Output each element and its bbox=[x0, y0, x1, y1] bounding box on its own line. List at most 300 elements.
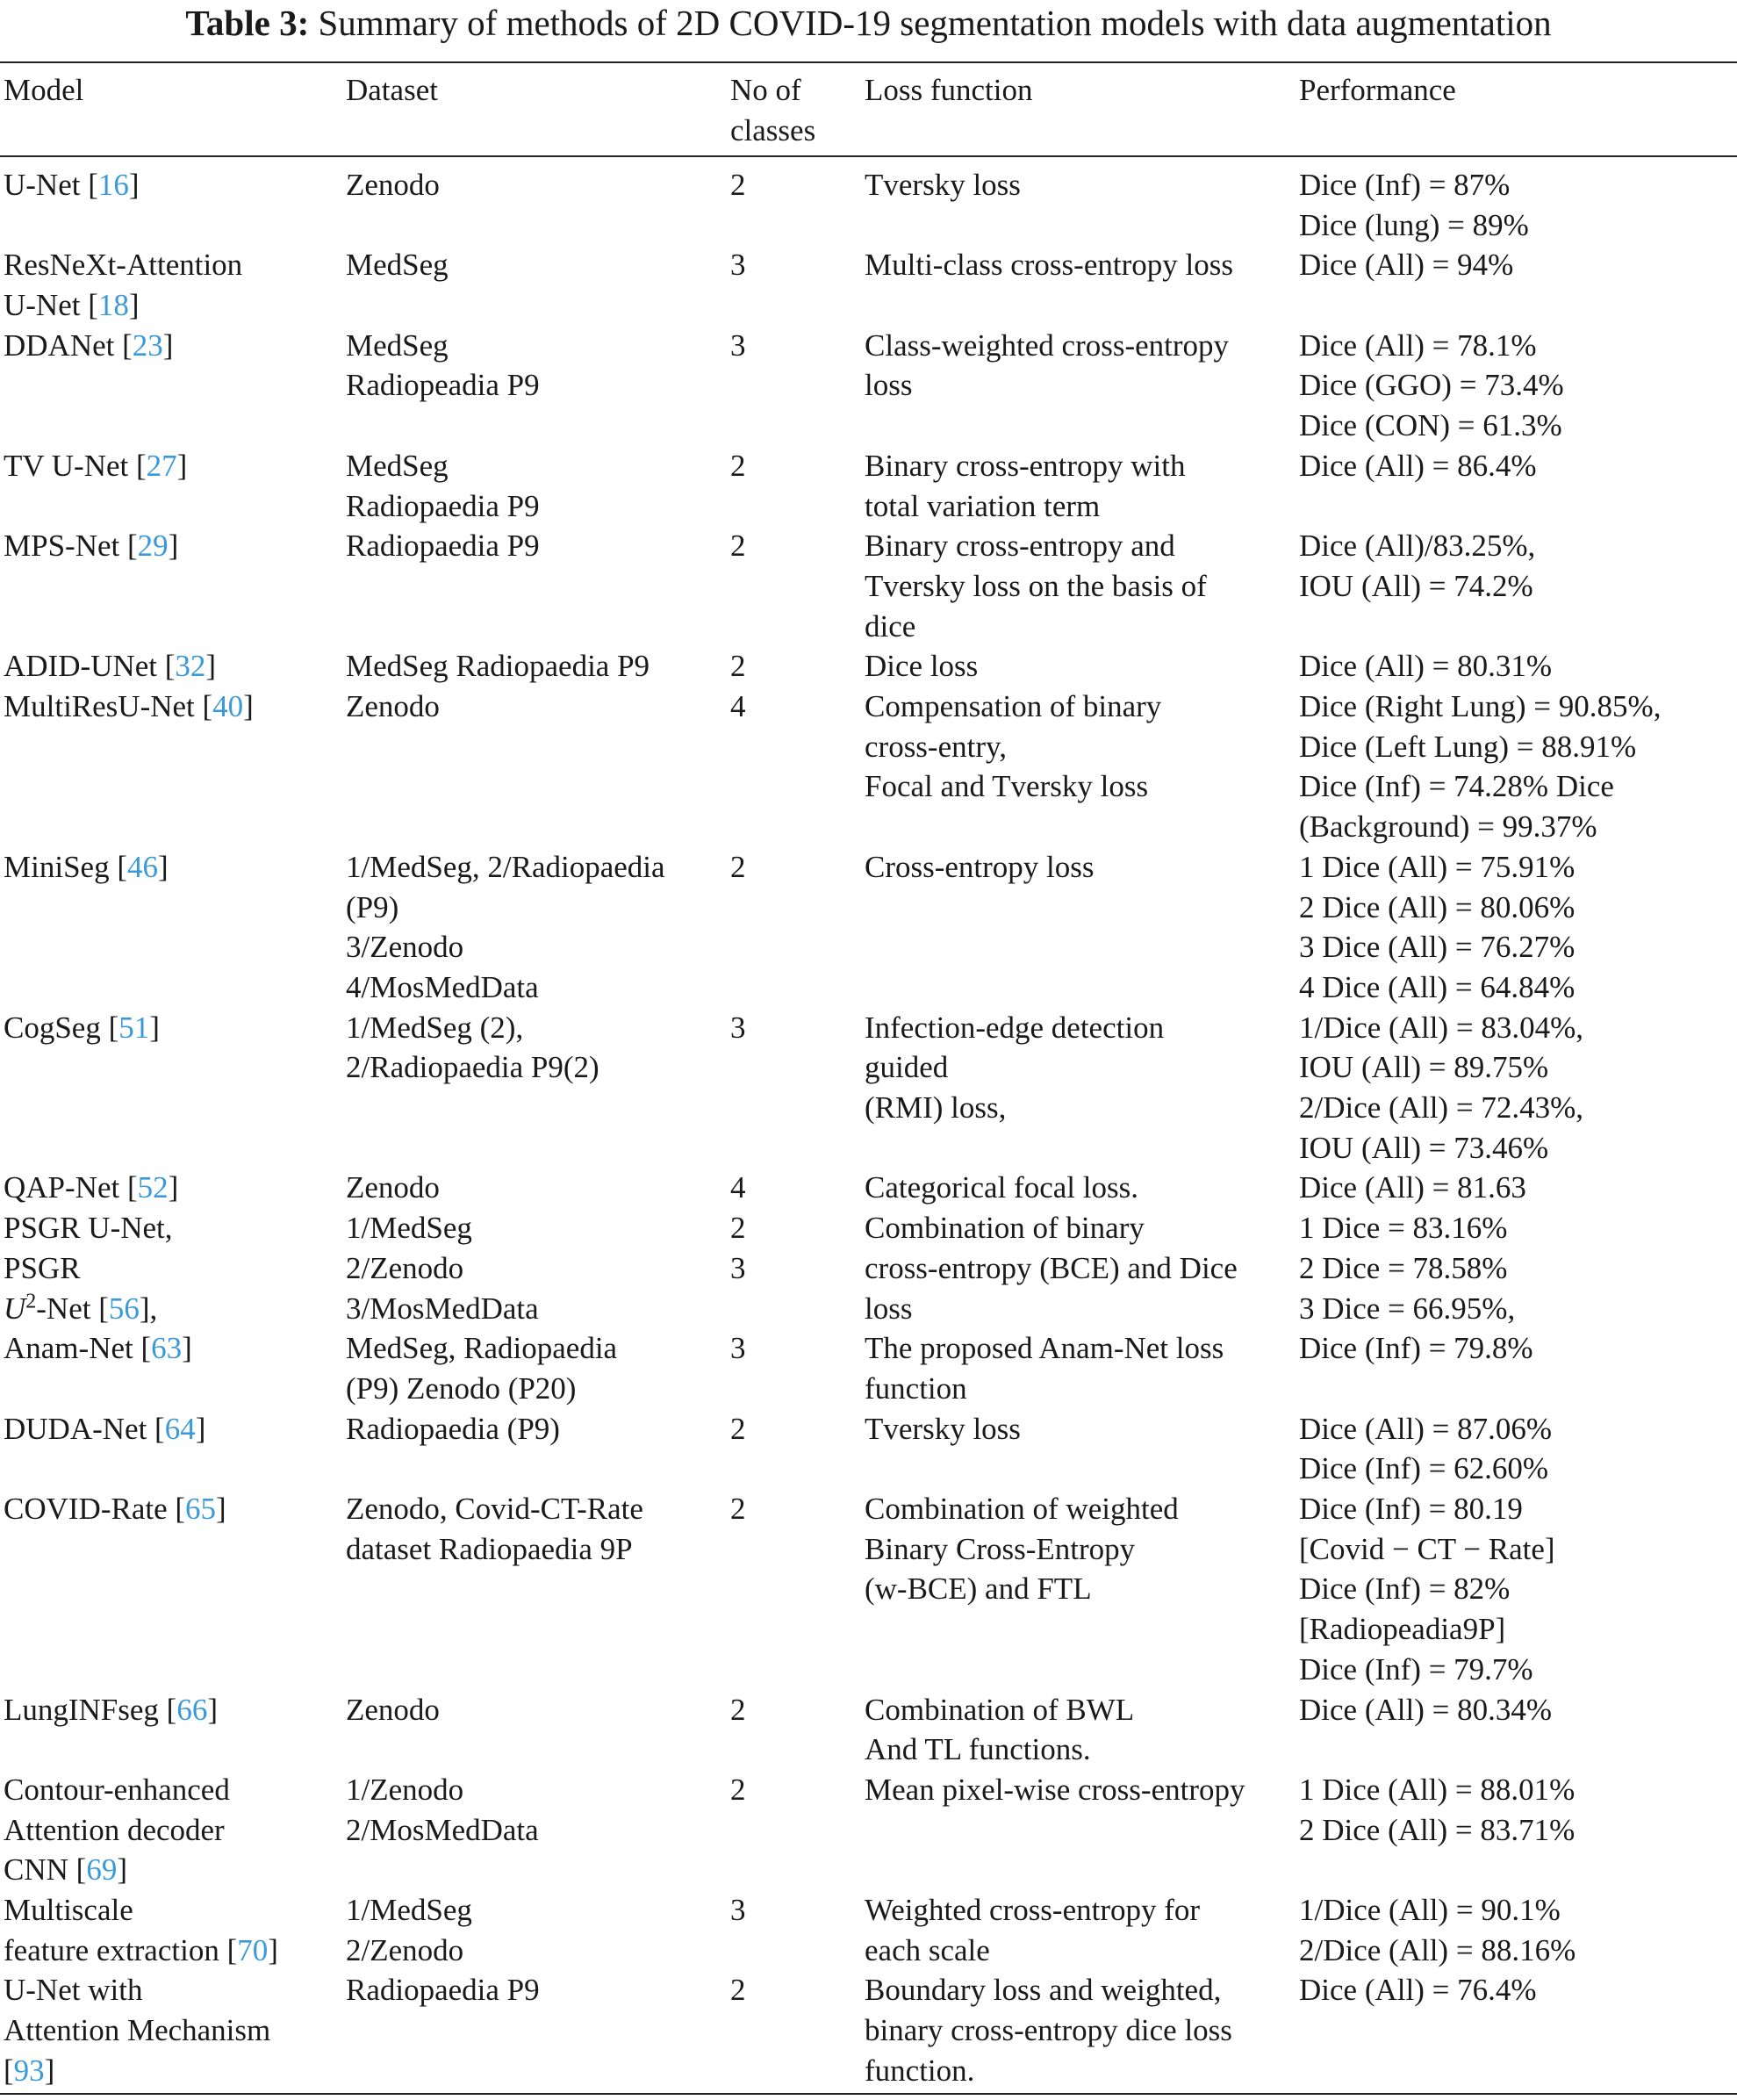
header-classes bbox=[730, 70, 815, 150]
classes-line: 2 bbox=[730, 1492, 746, 1526]
citation-link[interactable]: 66 bbox=[176, 1692, 208, 1727]
model-line bbox=[4, 326, 173, 366]
dataset-line: Zenodo bbox=[346, 168, 440, 202]
loss-line: Boundary loss and weighted, bbox=[865, 1973, 1222, 2008]
cell-dataset bbox=[346, 1208, 539, 1328]
performance-line: IOU (All) = 73.46% bbox=[1299, 1130, 1549, 1165]
cell-classes bbox=[730, 526, 746, 566]
performance-line: Dice (All) = 76.4% bbox=[1299, 1973, 1537, 2008]
dataset-line: MedSeg bbox=[346, 327, 449, 363]
model-text: ] bbox=[205, 649, 217, 684]
dataset-line: 3/MosMedData bbox=[346, 1291, 539, 1326]
model-text: CNN [ bbox=[4, 1852, 87, 1888]
loss-line: Combination of weighted bbox=[865, 1492, 1179, 1526]
model-line bbox=[4, 446, 187, 486]
model-text: ] bbox=[162, 327, 174, 363]
table-caption bbox=[0, 2, 1737, 44]
cell-loss bbox=[865, 1328, 1224, 1408]
loss-line: Focal and Tversky loss bbox=[865, 769, 1149, 804]
citation-link[interactable]: 70 bbox=[237, 1932, 269, 1967]
cell-classes bbox=[730, 1890, 746, 1931]
cell-model bbox=[4, 1208, 173, 1328]
cell-performance bbox=[1299, 1890, 1576, 1970]
table-row bbox=[0, 687, 1737, 847]
table-row bbox=[0, 165, 1737, 245]
dataset-line: Radiopaedia (P9) bbox=[346, 1411, 560, 1446]
cell-dataset bbox=[346, 1168, 440, 1208]
cell-loss bbox=[865, 1770, 1245, 1810]
loss-line: Categorical focal loss. bbox=[865, 1170, 1138, 1205]
model-line bbox=[4, 1328, 192, 1369]
model-line bbox=[4, 1850, 230, 1890]
cell-classes bbox=[730, 687, 746, 727]
model-line bbox=[4, 1409, 205, 1449]
cell-performance bbox=[1299, 646, 1552, 687]
dataset-line: (P9) bbox=[346, 889, 399, 924]
model-text: Attention Mechanism bbox=[4, 2013, 271, 2048]
model-text: [ bbox=[4, 2053, 14, 2088]
performance-line: Dice (Inf) = 79.7% bbox=[1299, 1651, 1533, 1686]
cell-model bbox=[4, 165, 140, 205]
citation-link[interactable]: 16 bbox=[97, 168, 129, 202]
table-row bbox=[0, 1208, 1737, 1328]
model-line bbox=[4, 245, 242, 285]
loss-line: (RMI) loss, bbox=[865, 1090, 1007, 1126]
header-text: Model bbox=[4, 73, 84, 107]
loss-line: Weighted cross-entropy for bbox=[865, 1892, 1201, 1927]
model-text: Multiscale bbox=[4, 1892, 133, 1927]
header-rule bbox=[0, 155, 1737, 157]
cell-performance bbox=[1299, 1409, 1552, 1489]
cell-dataset bbox=[346, 847, 665, 1008]
dataset-line: 1/MedSeg (2), bbox=[346, 1010, 524, 1045]
header-model bbox=[4, 70, 83, 111]
performance-line: Dice (Inf) = 62.60% bbox=[1299, 1451, 1549, 1486]
model-line bbox=[4, 1890, 278, 1931]
model-text: ] bbox=[182, 1331, 192, 1366]
citation-link[interactable]: 51 bbox=[118, 1010, 150, 1045]
performance-line: Dice (All) = 81.63 bbox=[1299, 1170, 1526, 1205]
model-line bbox=[4, 526, 178, 566]
cell-loss bbox=[865, 1168, 1138, 1208]
cell-classes bbox=[730, 847, 746, 888]
classes-line: 4 bbox=[730, 1170, 746, 1205]
citation-link[interactable]: 63 bbox=[151, 1331, 183, 1366]
classes-line: 2 bbox=[730, 448, 746, 483]
performance-line: Dice (Left Lung) = 88.91% bbox=[1299, 729, 1637, 764]
dataset-line: 2/Zenodo bbox=[346, 1250, 464, 1285]
loss-line: dice bbox=[865, 608, 916, 644]
loss-line: Tversky loss bbox=[865, 168, 1021, 202]
model-text: ] bbox=[207, 1692, 218, 1727]
model-text: PSGR bbox=[4, 1250, 81, 1285]
cell-classes bbox=[730, 446, 746, 486]
classes-line bbox=[730, 1289, 746, 1329]
classes-line: 3 bbox=[730, 248, 746, 283]
cell-dataset bbox=[346, 245, 449, 285]
model-line bbox=[4, 1810, 230, 1851]
dataset-line: MedSeg bbox=[346, 248, 449, 283]
cell-loss bbox=[865, 646, 978, 687]
cell-loss bbox=[865, 1690, 1134, 1770]
loss-line: Class-weighted cross-entropy bbox=[865, 327, 1230, 363]
cell-dataset bbox=[346, 446, 540, 526]
performance-line: Dice (All) = 80.31% bbox=[1299, 649, 1552, 684]
cell-performance bbox=[1299, 1208, 1515, 1328]
performance-line: 3 Dice (All) = 76.27% bbox=[1299, 930, 1576, 965]
citation-link[interactable]: 56 bbox=[108, 1291, 140, 1326]
loss-line: Mean pixel-wise cross-entropy bbox=[865, 1772, 1245, 1807]
table-header bbox=[0, 70, 1737, 150]
classes-line: 2 bbox=[730, 1411, 746, 1446]
cell-dataset bbox=[346, 1770, 539, 1850]
header-dataset bbox=[346, 70, 438, 111]
cell-loss bbox=[865, 165, 1021, 205]
classes-line: 2 bbox=[730, 529, 746, 564]
cell-model bbox=[4, 446, 187, 486]
dataset-line: 3/Zenodo bbox=[346, 930, 464, 965]
classes-line: 3 bbox=[730, 1010, 746, 1045]
classes-line: 2 bbox=[730, 1692, 746, 1727]
model-text: Anam-Net [ bbox=[4, 1331, 152, 1366]
header-loss bbox=[865, 70, 1033, 111]
cell-model bbox=[4, 245, 242, 325]
table-row bbox=[0, 646, 1737, 687]
classes-line: 2 bbox=[730, 1772, 746, 1807]
performance-line: 4 Dice (All) = 64.84% bbox=[1299, 969, 1576, 1004]
performance-line: IOU (All) = 89.75% bbox=[1299, 1050, 1549, 1085]
model-line bbox=[4, 1970, 270, 2010]
cell-classes bbox=[730, 1409, 746, 1449]
citation-link[interactable]: 52 bbox=[137, 1170, 169, 1205]
performance-line: Dice (Right Lung) = 90.85%, bbox=[1299, 689, 1662, 724]
model-text: ] bbox=[128, 168, 140, 202]
cell-performance bbox=[1299, 687, 1661, 847]
model-text: LungINFseg [ bbox=[4, 1692, 177, 1727]
model-text: ] bbox=[149, 1010, 160, 1045]
performance-line: Dice (CON) = 61.3% bbox=[1299, 408, 1562, 443]
loss-line: Multi-class cross-entropy loss bbox=[865, 248, 1233, 283]
cell-model bbox=[4, 646, 216, 687]
model-text: ADID-UNet [ bbox=[4, 649, 176, 684]
model-text: PSGR U-Net, bbox=[4, 1211, 173, 1246]
loss-line: Cross-entropy loss bbox=[865, 849, 1095, 884]
cell-classes bbox=[730, 646, 746, 687]
loss-line: Tversky loss on the basis of bbox=[865, 568, 1207, 603]
model-line bbox=[4, 1208, 173, 1248]
loss-line: loss bbox=[865, 1291, 913, 1326]
cell-performance bbox=[1299, 526, 1535, 606]
dataset-line: 2/MosMedData bbox=[346, 1812, 539, 1847]
citation-link[interactable]: 32 bbox=[175, 649, 206, 684]
header-text: Loss function bbox=[865, 73, 1033, 107]
performance-line: 1 Dice (All) = 88.01% bbox=[1299, 1772, 1576, 1807]
cell-classes bbox=[730, 1770, 746, 1810]
model-text: ] bbox=[117, 1852, 127, 1888]
loss-line: (w-BCE) and FTL bbox=[865, 1571, 1092, 1607]
dataset-line: 1/MedSeg, 2/Radiopaedia bbox=[346, 849, 665, 884]
cell-dataset bbox=[346, 1970, 540, 2010]
cell-performance bbox=[1299, 1008, 1583, 1169]
dataset-line: Zenodo bbox=[346, 689, 440, 724]
dataset-line: 2/Zenodo bbox=[346, 1932, 464, 1967]
performance-line: 2 Dice (All) = 80.06% bbox=[1299, 889, 1576, 924]
model-text: U-Net with bbox=[4, 1973, 143, 2008]
loss-line: Dice loss bbox=[865, 649, 979, 684]
model-text: ] bbox=[176, 448, 188, 483]
citation-link[interactable]: 69 bbox=[86, 1852, 118, 1888]
classes-line: 2 bbox=[730, 849, 746, 884]
classes-line: 3 bbox=[730, 1892, 746, 1927]
cell-dataset bbox=[346, 526, 540, 566]
citation-link[interactable]: 64 bbox=[164, 1411, 196, 1446]
performance-line: Dice (All) = 86.4% bbox=[1299, 448, 1537, 483]
loss-line: Binary cross-entropy and bbox=[865, 529, 1175, 564]
model-text: CogSeg [ bbox=[4, 1010, 119, 1045]
performance-line: (Background) = 99.37% bbox=[1299, 809, 1597, 845]
dataset-line: 1/MedSeg bbox=[346, 1892, 472, 1927]
dataset-line: Radiopeadia P9 bbox=[346, 368, 540, 403]
cell-performance bbox=[1299, 446, 1537, 486]
cell-dataset bbox=[346, 1690, 440, 1730]
table-caption-label: Table 3: bbox=[185, 3, 310, 43]
loss-line: loss bbox=[865, 368, 913, 403]
cell-loss bbox=[865, 326, 1229, 406]
model-text: ] bbox=[168, 1170, 179, 1205]
loss-line: Compensation of binary bbox=[865, 689, 1162, 724]
model-text: DUDA-Net [ bbox=[4, 1411, 165, 1446]
citation-link[interactable]: 29 bbox=[137, 529, 169, 564]
model-line bbox=[4, 646, 216, 687]
loss-line: Infection-edge detection bbox=[865, 1010, 1165, 1045]
loss-line: Combination of BWL bbox=[865, 1692, 1135, 1727]
dataset-line: 1/Zenodo bbox=[346, 1772, 464, 1807]
cell-dataset bbox=[346, 165, 440, 205]
cell-model bbox=[4, 1168, 178, 1208]
math-symbol: U bbox=[4, 1291, 26, 1326]
model-text: ResNeXt-Attention bbox=[4, 248, 243, 283]
cell-dataset bbox=[346, 1890, 472, 1970]
cell-model bbox=[4, 1328, 192, 1369]
model-text: QAP-Net [ bbox=[4, 1170, 138, 1205]
loss-line: guided bbox=[865, 1050, 949, 1085]
dataset-line: 2/Radiopaedia P9(2) bbox=[346, 1050, 599, 1085]
model-line bbox=[4, 1489, 226, 1529]
cell-classes bbox=[730, 245, 746, 285]
cell-dataset bbox=[346, 326, 540, 406]
citation-link[interactable]: 40 bbox=[212, 689, 244, 724]
performance-line: 2/Dice (All) = 72.43%, bbox=[1299, 1090, 1583, 1126]
cell-model bbox=[4, 326, 173, 366]
dataset-line: MedSeg bbox=[346, 448, 449, 483]
top-rule bbox=[0, 61, 1737, 63]
model-text: U-Net [ bbox=[4, 288, 98, 323]
citation-link[interactable]: 18 bbox=[97, 288, 129, 323]
cell-model bbox=[4, 1770, 230, 1890]
dataset-line: dataset Radiopaedia 9P bbox=[346, 1531, 633, 1566]
superscript: 2 bbox=[25, 1289, 37, 1312]
performance-line: Dice (Inf) = 79.8% bbox=[1299, 1331, 1533, 1366]
cell-performance bbox=[1299, 165, 1529, 245]
cell-dataset bbox=[346, 687, 440, 727]
performance-line: Dice (Inf) = 87% bbox=[1299, 168, 1511, 202]
model-line bbox=[4, 1168, 178, 1208]
performance-line: 2 Dice = 78.58% bbox=[1299, 1250, 1508, 1285]
model-line bbox=[4, 2010, 270, 2051]
model-text: MPS-Net [ bbox=[4, 529, 138, 564]
classes-line: 2 bbox=[730, 1973, 746, 2008]
table-row bbox=[0, 847, 1737, 1008]
model-text: Contour-enhanced bbox=[4, 1772, 230, 1807]
dataset-line: Radiopaedia P9 bbox=[346, 529, 540, 564]
cell-model bbox=[4, 687, 254, 727]
cell-performance bbox=[1299, 326, 1564, 446]
dataset-line: 4/MosMedData bbox=[346, 969, 539, 1004]
model-text: COVID-Rate [ bbox=[4, 1492, 186, 1526]
performance-line: Dice (All) = 87.06% bbox=[1299, 1411, 1552, 1446]
model-text: U-Net [ bbox=[4, 168, 98, 202]
cell-loss bbox=[865, 687, 1161, 807]
cell-loss bbox=[865, 1008, 1164, 1128]
table-row bbox=[0, 1168, 1737, 1208]
performance-line: 1/Dice (All) = 83.04%, bbox=[1299, 1010, 1583, 1045]
classes-line: 2 bbox=[730, 649, 746, 684]
cell-loss bbox=[865, 526, 1207, 646]
model-line bbox=[4, 687, 254, 727]
table-row bbox=[0, 245, 1737, 325]
cell-model bbox=[4, 1690, 218, 1730]
cell-classes bbox=[730, 1168, 746, 1208]
dataset-line: Radiopaedia P9 bbox=[346, 488, 540, 523]
cell-model bbox=[4, 526, 178, 566]
classes-line: 4 bbox=[730, 689, 746, 724]
header-text: No of bbox=[730, 73, 801, 107]
performance-line: 2/Dice (All) = 88.16% bbox=[1299, 1932, 1576, 1967]
loss-line: binary cross-entropy dice loss bbox=[865, 2013, 1232, 2048]
performance-line: Dice (lung) = 89% bbox=[1299, 207, 1529, 242]
dataset-line: Radiopaedia P9 bbox=[346, 1973, 540, 2008]
model-text: ] bbox=[44, 2053, 55, 2088]
cell-model bbox=[4, 1970, 270, 2090]
cell-loss bbox=[865, 1890, 1200, 1970]
loss-line: total variation term bbox=[865, 488, 1101, 523]
model-line bbox=[4, 847, 169, 888]
citation-link[interactable]: 27 bbox=[146, 448, 177, 483]
cell-dataset bbox=[346, 1489, 643, 1569]
cell-loss bbox=[865, 1409, 1021, 1449]
cell-loss bbox=[865, 847, 1095, 888]
table-row bbox=[0, 1970, 1737, 2090]
model-line bbox=[4, 1770, 230, 1810]
performance-line: Dice (All) = 78.1% bbox=[1299, 327, 1537, 363]
citation-link[interactable]: 65 bbox=[185, 1492, 217, 1526]
loss-line: function. bbox=[865, 2053, 975, 2088]
model-text: ] bbox=[243, 689, 254, 724]
model-text: ] bbox=[157, 849, 169, 884]
model-line bbox=[4, 285, 242, 326]
table-caption-text: Summary of methods of 2D COVID-19 segmentation models with data augmentation bbox=[318, 3, 1552, 43]
loss-line: Binary Cross-Entropy bbox=[865, 1531, 1136, 1566]
model-text: -Net [ bbox=[36, 1291, 109, 1326]
loss-line: Combination of binary bbox=[865, 1211, 1145, 1246]
cell-performance bbox=[1299, 1328, 1533, 1369]
model-text: ] bbox=[168, 529, 179, 564]
cell-classes bbox=[730, 1008, 746, 1048]
model-text: ] bbox=[268, 1932, 278, 1967]
performance-line: [Radiopeadia9P] bbox=[1299, 1612, 1506, 1647]
performance-line: 3 Dice = 66.95%, bbox=[1299, 1291, 1516, 1326]
performance-line: 1 Dice = 83.16% bbox=[1299, 1211, 1508, 1246]
bottom-rule bbox=[0, 2093, 1737, 2095]
model-text: ] bbox=[128, 288, 140, 323]
model-text: MultiResU-Net [ bbox=[4, 689, 213, 724]
classes-line: 3 bbox=[730, 327, 746, 363]
dataset-line: MedSeg Radiopaedia P9 bbox=[346, 649, 650, 684]
dataset-line: MedSeg, Radiopaedia bbox=[346, 1331, 618, 1366]
cell-loss bbox=[865, 1208, 1238, 1328]
table-row bbox=[0, 526, 1737, 646]
model-line bbox=[4, 165, 140, 205]
model-line bbox=[4, 1690, 218, 1730]
cell-loss bbox=[865, 1489, 1179, 1609]
dataset-line: 1/MedSeg bbox=[346, 1211, 472, 1246]
cell-dataset bbox=[346, 1409, 560, 1449]
loss-line: cross-entropy (BCE) and Dice bbox=[865, 1250, 1238, 1285]
cell-performance bbox=[1299, 245, 1513, 285]
loss-line: Binary cross-entropy with bbox=[865, 448, 1186, 483]
performance-line: IOU (All) = 74.2% bbox=[1299, 568, 1533, 603]
loss-line: Tversky loss bbox=[865, 1411, 1021, 1446]
performance-line: Dice (All) = 80.34% bbox=[1299, 1692, 1552, 1727]
table-body bbox=[0, 165, 1737, 2090]
table-row bbox=[0, 1489, 1737, 1690]
cell-model bbox=[4, 847, 169, 888]
loss-line: And TL functions. bbox=[865, 1732, 1091, 1767]
cell-loss bbox=[865, 1970, 1232, 2090]
model-line bbox=[4, 1008, 160, 1048]
loss-line: cross-entry, bbox=[865, 729, 1007, 764]
loss-line: function bbox=[865, 1370, 967, 1406]
header-performance bbox=[1299, 70, 1456, 111]
performance-line: Dice (Inf) = 82% bbox=[1299, 1571, 1511, 1607]
citation-link[interactable]: 46 bbox=[126, 849, 158, 884]
performance-line: Dice (GGO) = 73.4% bbox=[1299, 368, 1564, 403]
performance-line: 1/Dice (All) = 90.1% bbox=[1299, 1892, 1561, 1927]
performance-line: 2 Dice (All) = 83.71% bbox=[1299, 1812, 1576, 1847]
classes-line: 2 bbox=[730, 168, 746, 202]
citation-link[interactable]: 23 bbox=[132, 327, 163, 363]
table-row bbox=[0, 1690, 1737, 1770]
cell-model bbox=[4, 1489, 226, 1529]
performance-line: Dice (All)/83.25%, bbox=[1299, 529, 1536, 564]
model-text: feature extraction [ bbox=[4, 1932, 238, 1967]
cell-classes bbox=[730, 1328, 746, 1369]
model-line bbox=[4, 1289, 173, 1329]
citation-link[interactable]: 93 bbox=[13, 2053, 45, 2088]
model-line bbox=[4, 1248, 173, 1289]
dataset-line: Zenodo bbox=[346, 1170, 440, 1205]
performance-line: 1 Dice (All) = 75.91% bbox=[1299, 849, 1576, 884]
cell-model bbox=[4, 1890, 278, 1970]
performance-line: Dice (Inf) = 74.28% Dice bbox=[1299, 769, 1614, 804]
performance-line: Dice (All) = 94% bbox=[1299, 248, 1514, 283]
header-text: Performance bbox=[1299, 73, 1456, 107]
dataset-line: Zenodo, Covid-CT-Rate bbox=[346, 1492, 643, 1526]
table-row bbox=[0, 1890, 1737, 1970]
loss-line: each scale bbox=[865, 1932, 990, 1967]
model-text: TV U-Net [ bbox=[4, 448, 147, 483]
cell-performance bbox=[1299, 1970, 1537, 2010]
